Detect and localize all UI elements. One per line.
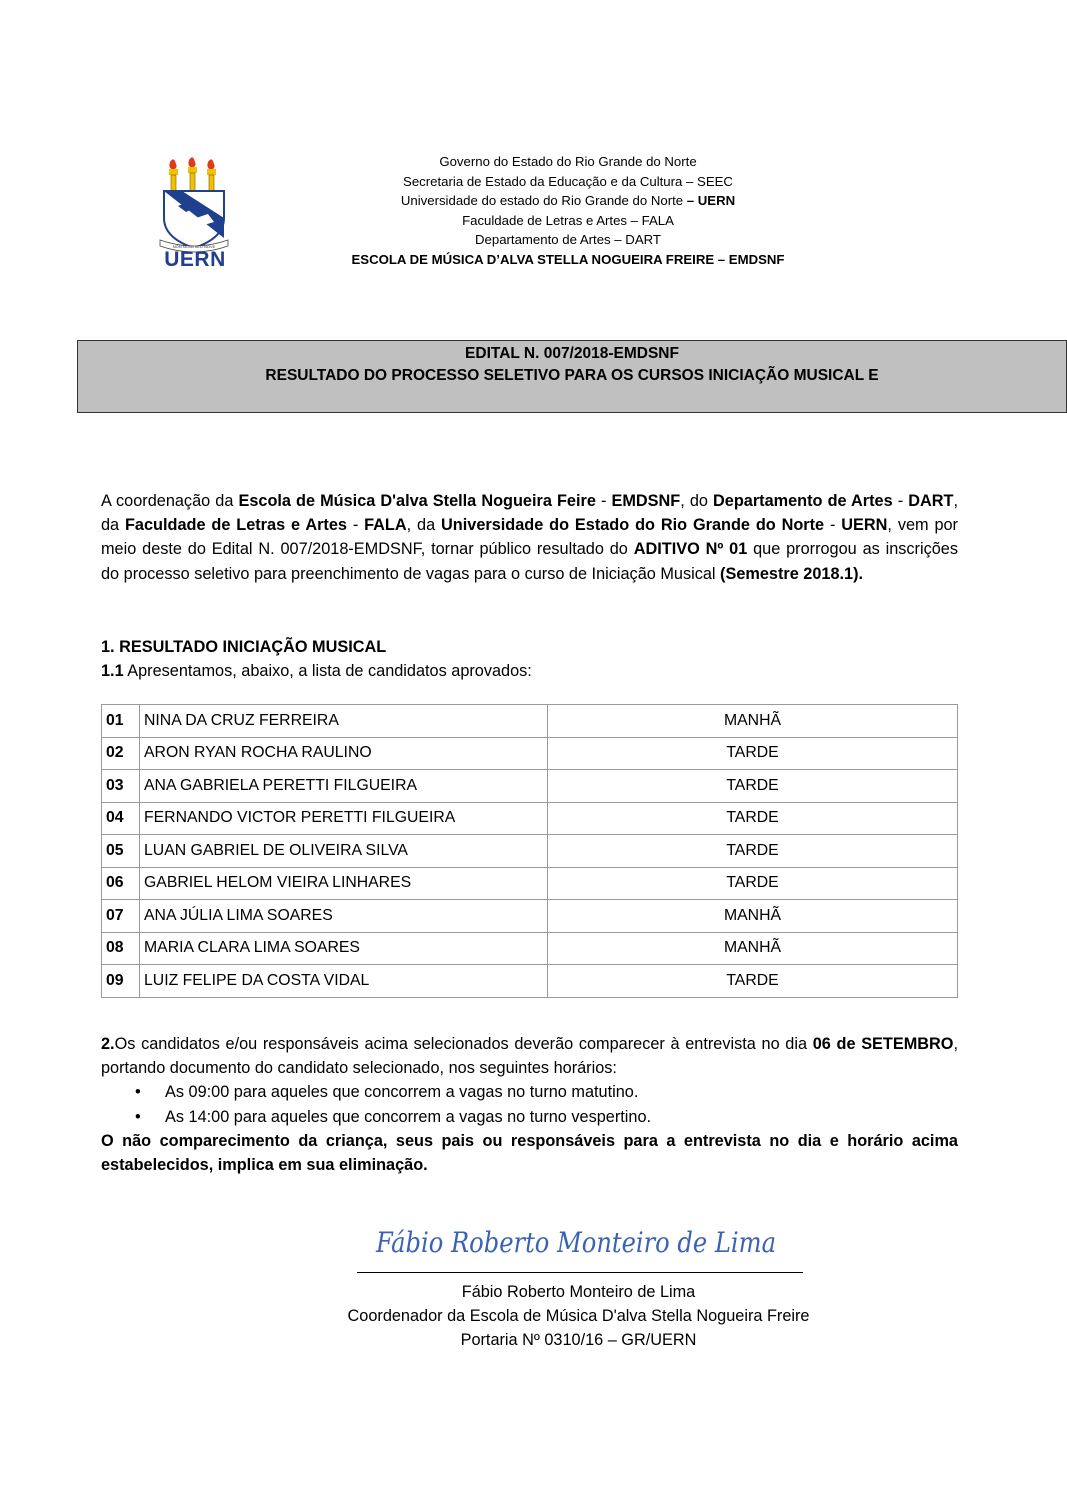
candidate-number: 04 (102, 802, 140, 835)
letterhead-school: ESCOLA DE MÚSICA D’ALVA STELLA NOGUEIRA FREIRE – EMDSNF (351, 251, 785, 267)
signer-portaria: Portaria Nº 0310/16 – GR/UERN (460, 1331, 697, 1350)
intro-paragraph (101, 489, 958, 586)
letterhead-strong: – UERN (683, 193, 736, 208)
intro-text: que prorrogou as inscrições do processo seletivo para preenchimento de vagas para o curso de Iniciação Musical (101, 540, 958, 583)
intro-text: - (346, 516, 365, 535)
table-row (102, 737, 958, 770)
intro-strong: Universidade do Estado do Rio Grande do Norte (441, 516, 825, 535)
handwritten-signature (372, 1214, 782, 1272)
intro-strong: Faculdade de Letras e Artes (124, 516, 347, 535)
table-row (102, 932, 958, 965)
candidate-shift: MANHÃ (548, 705, 958, 738)
edital-title-box (77, 340, 1067, 413)
intro-text: , do (680, 492, 714, 510)
section-2-text: Os candidatos e/ou responsáveis acima selecionados deverão comparecer à entrevista no dia (114, 1035, 813, 1053)
intro-text: , da (406, 516, 442, 535)
candidate-number: 06 (102, 867, 140, 900)
section-1 (101, 635, 958, 683)
intro-strong: EMDSNF (611, 492, 681, 510)
candidate-shift: TARDE (548, 737, 958, 770)
torch-icon (169, 159, 178, 191)
section-2 (101, 1032, 958, 1177)
results-table-body (102, 705, 958, 998)
candidate-number: 02 (102, 737, 140, 770)
candidate-name: GABRIEL HELOM VIEIRA LINHARES (140, 867, 548, 900)
bullet-icon: • (135, 1083, 141, 1102)
table-row (102, 802, 958, 835)
table-row (102, 770, 958, 803)
signature-line (357, 1272, 803, 1273)
candidate-name: FERNANDO VICTOR PERETTI FILGUEIRA (140, 802, 548, 835)
schedule-text: As 14:00 para aqueles que concorrem a vagas no turno vespertino. (165, 1107, 652, 1126)
candidate-name: LUIZ FELIPE DA COSTA VIDAL (140, 965, 548, 998)
letterhead (320, 152, 816, 269)
intro-strong: Escola de Música D'alva Stella Nogueira Feire (238, 492, 596, 510)
schedule-text: As 09:00 para aqueles que concorrem a vagas no turno matutino. (165, 1083, 639, 1102)
section-1-1-text: Apresentamos, abaixo, a lista de candidatos aprovados: (123, 662, 532, 680)
section-2-text: , portando documento do candidato selecionado, nos seguintes horários: (101, 1035, 958, 1078)
candidate-name: MARIA CLARA LIMA SOARES (140, 932, 548, 965)
bullet-icon: • (135, 1107, 141, 1126)
interview-date: 06 de SETEMBRO (812, 1035, 954, 1053)
schedule-list (101, 1080, 958, 1128)
intro-strong: UERN (841, 516, 888, 535)
section-1-heading: 1. RESULTADO INICIAÇÃO MUSICAL (101, 638, 387, 656)
letterhead-line: Departamento de Artes – DART (475, 232, 661, 247)
intro-strong: ADITIVO Nº 01 (633, 540, 748, 559)
table-row (102, 867, 958, 900)
candidate-shift: TARDE (548, 770, 958, 803)
intro-strong: FALA (364, 516, 407, 535)
signer-name: Fábio Roberto Monteiro de Lima (461, 1283, 696, 1301)
letterhead-line: Governo do Estado do Rio Grande do Norte (439, 154, 697, 169)
candidate-number: 08 (102, 932, 140, 965)
table-row (102, 965, 958, 998)
candidate-shift: TARDE (548, 965, 958, 998)
intro-text: , vem por meio deste do Edital N. 007/2018-EMDSNF, tornar público resultado do (101, 516, 958, 559)
candidate-shift: TARDE (548, 867, 958, 900)
candidate-name: ANA JÚLIA LIMA SOARES (140, 900, 548, 933)
intro-text: - (595, 492, 612, 510)
candidate-number: 03 (102, 770, 140, 803)
signature-scribble: Fábio Roberto Monteiro de Lima (375, 1226, 776, 1259)
candidate-name: LUAN GABRIEL DE OLIVEIRA SILVA (140, 835, 548, 868)
candidate-number: 01 (102, 705, 140, 738)
ribbon-text: NON NOVA SED NOVE (172, 244, 216, 249)
section-2-paragraph (101, 1032, 958, 1080)
schedule-item-afternoon (101, 1105, 958, 1129)
candidate-number: 09 (102, 965, 140, 998)
candidate-name: ANA GABRIELA PERETTI FILGUEIRA (140, 770, 548, 803)
torch-icon (188, 157, 197, 191)
shield-icon (164, 191, 224, 248)
edital-subject: RESULTADO DO PROCESSO SELETIVO PARA OS CURSOS INICIAÇÃO MUSICAL E (265, 367, 879, 384)
letterhead-line: Faculdade de Letras e Artes – FALA (462, 212, 674, 228)
signature-block (300, 1280, 857, 1353)
logo-text: UERN (164, 248, 226, 271)
table-row (102, 900, 958, 933)
candidate-number: 07 (102, 900, 140, 933)
candidate-number: 05 (102, 835, 140, 868)
intro-strong: (Semestre 2018.1). (720, 564, 864, 583)
candidate-name: NINA DA CRUZ FERREIRA (140, 705, 548, 738)
results-table (101, 704, 958, 998)
candidate-name: ARON RYAN ROCHA RAULINO (140, 737, 548, 770)
intro-text: A coordenação da (101, 492, 239, 510)
schedule-item-morning (101, 1080, 958, 1104)
letterhead-line: Secretaria de Estado da Educação e da Cultura – SEEC (403, 173, 733, 189)
candidate-shift: TARDE (548, 802, 958, 835)
edital-number: EDITAL N. 007/2018-EMDSNF (465, 345, 679, 362)
section-2-number: 2. (101, 1035, 115, 1053)
intro-text: - (892, 492, 909, 510)
letterhead-line (320, 191, 816, 211)
candidate-shift: TARDE (548, 835, 958, 868)
intro-text: - (824, 516, 842, 535)
candidate-shift: MANHÃ (548, 900, 958, 933)
table-row (102, 835, 958, 868)
intro-strong: Departamento de Artes (713, 492, 893, 510)
signer-role: Coordenador da Escola de Música D'alva Stella Nogueira Freire (347, 1307, 810, 1326)
elimination-warning: O não comparecimento da criança, seus pais ou responsáveis para a entrevista no dia e horário acima estabelecidos, implica em sua eliminação. (101, 1131, 958, 1175)
torch-icon (207, 159, 216, 191)
section-1-1-number: 1.1 (101, 662, 124, 680)
table-row (102, 705, 958, 738)
candidate-shift: MANHÃ (548, 932, 958, 965)
intro-strong: DART (908, 492, 954, 510)
intro-text: , da (101, 492, 959, 535)
letterhead-text: Universidade do estado do Rio Grande do Norte (400, 193, 684, 208)
